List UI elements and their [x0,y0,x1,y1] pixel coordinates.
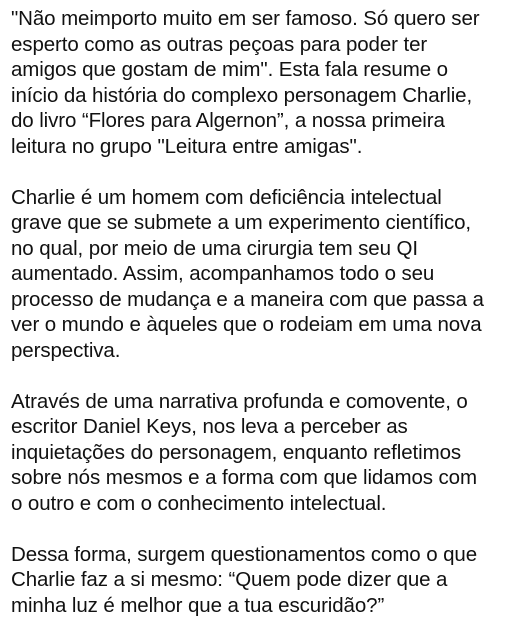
text-line: minha luz é melhor que a tua escuridão?” [11,593,385,617]
text-line: o outro e com o conhecimento intelectual. [11,491,387,515]
text-line: leitura no grupo "Leitura entre amigas". [11,134,363,158]
paragraph-conclusion [11,542,532,619]
text-line: Dessa forma, surgem questionamentos como o que [11,542,477,566]
text-line: no qual, por meio de uma cirurgia tem seu QI [11,236,418,260]
text-line: "Não meimporto muito em ser famoso. Só quero ser [11,7,480,30]
paragraph-intro [11,6,532,159]
paragraph-spacer [11,516,532,542]
text-line: do livro “Flores para Algernon”, a nossa primeira [11,109,445,132]
text-line: escritor Daniel Keys, nos leva a perceber as [11,415,408,438]
text-line: grave que se submete a um experimento científico, [11,211,472,234]
text-line: inquietações do personagem, enquanto refletimos [11,440,462,464]
text-line: esperto como as outras peçoas para poder ter [11,32,428,56]
text-line: início da história do complexo personagem Charlie, [11,83,473,107]
text-line: amigos que gostam de mim". Esta fala resume o [11,58,448,81]
paragraph-spacer [11,363,532,389]
text-line: Charlie faz a si mesmo: “Quem pode dizer que a [11,568,448,591]
paragraph-spacer [11,159,532,185]
text-line: sobre nós mesmos e a forma com que lidamos com [11,466,477,489]
text-line: Através de uma narrativa profunda e comovente, o [11,389,468,413]
text-line: ver o mundo e àqueles que o rodeiam em uma nova [11,313,482,336]
document-body [11,6,532,618]
text-line: perspectiva. [11,338,121,362]
text-line: processo de mudança e a maneira com que passa a [11,287,484,311]
paragraph-summary [11,185,532,364]
text-line: aumentado. Assim, acompanhamos todo o seu [11,262,435,285]
paragraph-narrative [11,389,532,517]
text-line: Charlie é um homem com deficiência intelectual [11,185,442,209]
